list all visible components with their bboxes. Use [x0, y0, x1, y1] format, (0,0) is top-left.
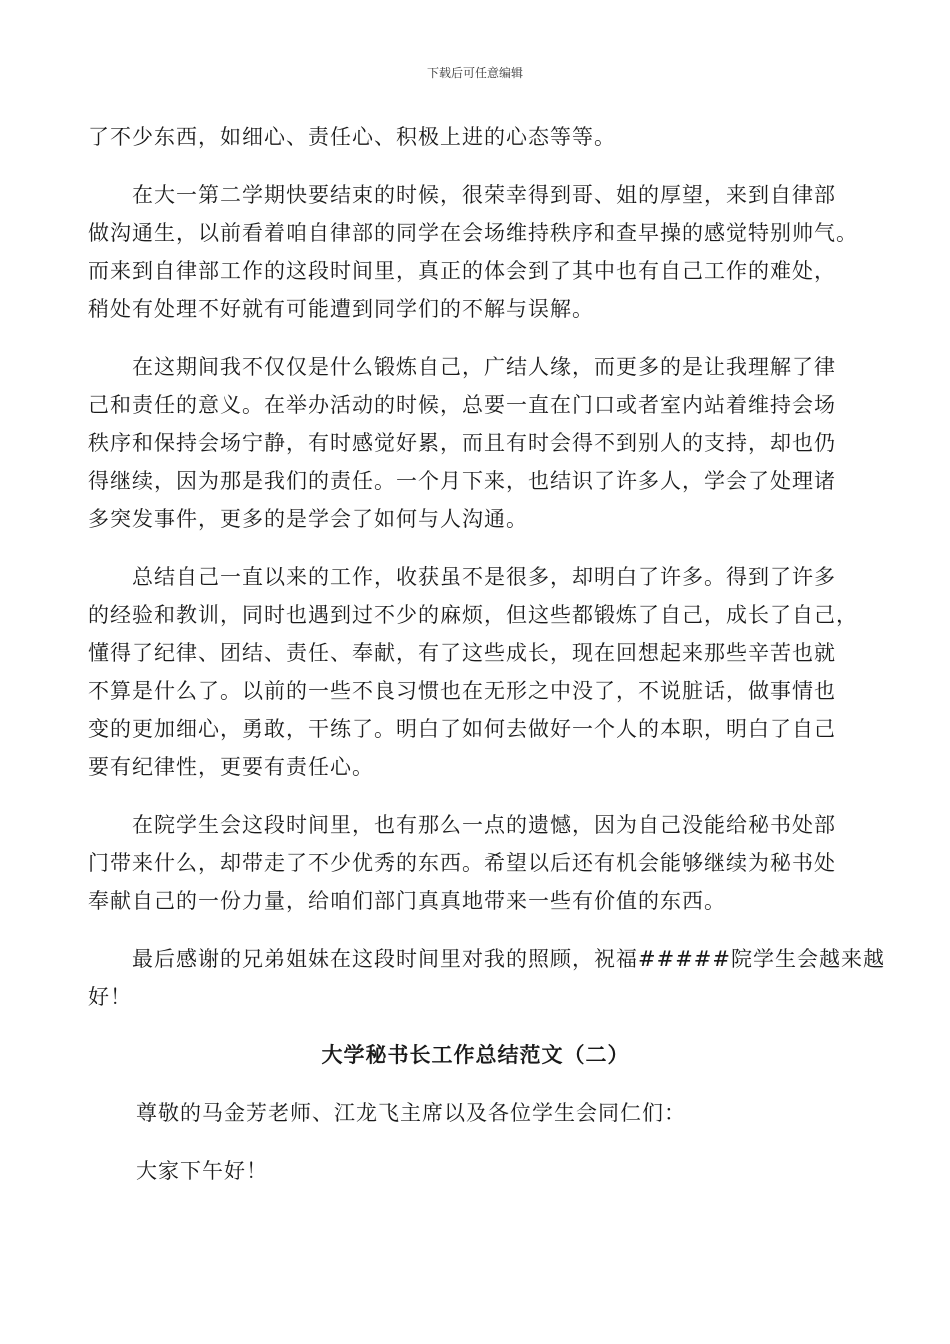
- text-line: 的经验和教训，同时也遇到过不少的麻烦，但这些都锻炼了自己，成长了自己，: [88, 603, 858, 627]
- text-line: 好！: [88, 985, 132, 1009]
- text-line: 门带来什么，却带走了不少优秀的东西。希望以后还有机会能够继续为秘书处: [88, 851, 836, 875]
- text-line: 得继续，因为那是我们的责任。一个月下来，也结识了许多人，学会了处理诸: [88, 469, 836, 493]
- paragraph-6: [88, 940, 885, 1016]
- text-line: 不算是什么了。以前的一些不良习惯也在无形之中没了，不说脏话，做事情也: [88, 679, 836, 703]
- paragraph-5: [88, 806, 863, 920]
- greeting-line: 大家下午好！: [136, 1159, 268, 1183]
- paragraph-4: [88, 558, 863, 786]
- text-line: 懂得了纪律、团结、责任、奉献，有了这些成长，现在回想起来那些辛苦也就: [88, 641, 836, 665]
- text-line: 变的更加细心，勇敢，干练了。明白了如何去做好一个人的本职，明白了自己: [88, 717, 836, 741]
- paragraph-1: [88, 118, 863, 156]
- text-line: 在这期间我不仅仅是什么锻炼自己，广结人缘，而更多的是让我理解了律: [88, 355, 836, 379]
- paragraph-3: [88, 348, 863, 538]
- page-header: 下载后可任意编辑: [426, 66, 523, 80]
- text-line: 秩序和保持会场宁静，有时感觉好累，而且有时会得不到别人的支持，却也仍: [88, 431, 836, 455]
- text-line: 在院学生会这段时间里，也有那么一点的遗憾，因为自己没能给秘书处部: [88, 813, 836, 837]
- text-line: 在大一第二学期快要结束的时候，很荣幸得到哥、姐的厚望，来到自律部: [88, 183, 836, 207]
- text-line: 奉献自己的一份力量，给咱们部门真真地带来一些有价值的东西。: [88, 889, 726, 913]
- text-line: 稍处有处理不好就有可能遭到同学们的不解与误解。: [88, 297, 594, 321]
- text-line: 总结自己一直以来的工作，收获虽不是很多，却明白了许多。得到了许多: [88, 565, 836, 589]
- text-line: 了不少东西，如细心、责任心、积极上进的心态等等。: [88, 125, 616, 149]
- paragraph-2: [88, 176, 863, 328]
- text-line: 多突发事件，更多的是学会了如何与人沟通。: [88, 507, 528, 531]
- text-line: 己和责任的意义。在举办活动的时候，总要一直在门口或者室内站着维持会场: [88, 393, 836, 417]
- text-line: 做沟通生，以前看着咱自律部的同学在会场维持秩序和查早操的感觉特别帅气。: [88, 221, 858, 245]
- text-line: 要有纪律性，更要有责任心。: [88, 755, 374, 779]
- text-line: 而来到自律部工作的这段时间里，真正的体会到了其中也有自己工作的难处，: [88, 259, 836, 283]
- section-heading: 大学秘书长工作总结范文（二）: [321, 1042, 630, 1067]
- document-body: [88, 118, 885, 1210]
- salutation-line: 尊敬的马金芳老师、江龙飞主席以及各位学生会同仁们：: [136, 1101, 686, 1125]
- text-line: 最后感谢的兄弟姐妹在这段时间里对我的照顾，祝福#####院学生会越来越: [88, 947, 885, 971]
